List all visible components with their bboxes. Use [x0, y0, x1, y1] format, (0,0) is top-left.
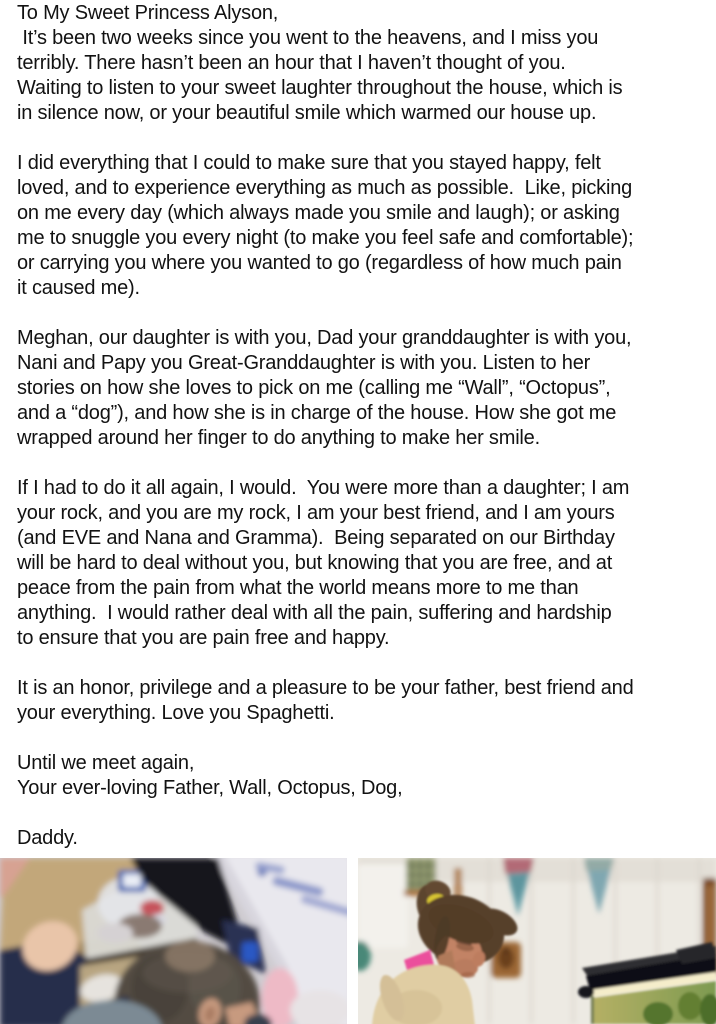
letter-line: will be hard to deal without you, but knowing that you are free, and at — [17, 552, 613, 574]
letter-line: Your ever-loving Father, Wall, Octopus, Dog, — [17, 777, 403, 799]
letter-paragraph — [17, 326, 702, 451]
letter-line: your everything. Love you Spaghetti. — [17, 702, 335, 724]
letter-line: It’s been two weeks since you went to the heavens, and I miss you — [17, 27, 599, 49]
letter-paragraph — [17, 1, 702, 126]
letter-paragraph — [17, 826, 702, 851]
photo-aquarium-image — [358, 858, 716, 1024]
letter-line: It is an honor, privilege and a pleasure to be your father, best friend and — [17, 677, 634, 699]
letter-line: stories on how she loves to pick on me (calling me “Wall”, “Octopus”, — [17, 377, 611, 399]
letter-line: me to snuggle you every night (to make you feel safe and comfortable); — [17, 227, 634, 249]
letter-paragraph — [17, 751, 702, 801]
photo-aquarium[interactable] — [358, 858, 716, 1024]
letter-line: it caused me). — [17, 277, 140, 299]
letter-line: If I had to do it all again, I would. You were more than a daughter; I am — [17, 477, 630, 499]
letter-paragraph — [17, 676, 702, 726]
photo-hospital[interactable] — [0, 858, 347, 1024]
letter-line: and a “dog”), and how she is in charge of the house. How she got me — [17, 402, 617, 424]
letter-line: Until we meet again, — [17, 752, 195, 774]
letter-line: your rock, and you are my rock, I am your best friend, and I am yours — [17, 502, 615, 524]
letter-line: anything. I would rather deal with all the pain, suffering and hardship — [17, 602, 612, 624]
letter-line: I did everything that I could to make sure that you stayed happy, felt — [17, 152, 601, 174]
photo-hospital-image — [0, 858, 347, 1024]
letter-line: Meghan, our daughter is with you, Dad your granddaughter is with you, — [17, 327, 632, 349]
letter-line: (and EVE and Nana and Gramma). Being separated on our Birthday — [17, 527, 615, 549]
letter-line: loved, and to experience everything as much as possible. Like, picking — [17, 177, 633, 199]
letter-line: or carrying you where you wanted to go (regardless of how much pain — [17, 252, 622, 274]
photo-row — [0, 858, 716, 1024]
letter-paragraph — [17, 476, 702, 651]
letter-paragraph — [17, 151, 702, 301]
letter-line: To My Sweet Princess Alyson, — [17, 2, 279, 24]
letter-line: wrapped around her finger to do anything to make her smile. — [17, 427, 540, 449]
letter-line: Waiting to listen to your sweet laughter throughout the house, which is — [17, 77, 623, 99]
letter-line: in silence now, or your beautiful smile which warmed our house up. — [17, 102, 597, 124]
letter-line: peace from the pain from what the world means more to me than — [17, 577, 579, 599]
letter-line: Daddy. — [17, 827, 78, 849]
letter-line: to ensure that you are pain free and happy. — [17, 627, 390, 649]
letter-line: terribly. There hasn’t been an hour that I haven’t thought of you. — [17, 52, 566, 74]
letter-line: Nani and Papy you Great-Granddaughter is with you. Listen to her — [17, 352, 591, 374]
letter-line: on me every day (which always made you smile and laugh); or asking — [17, 202, 620, 224]
